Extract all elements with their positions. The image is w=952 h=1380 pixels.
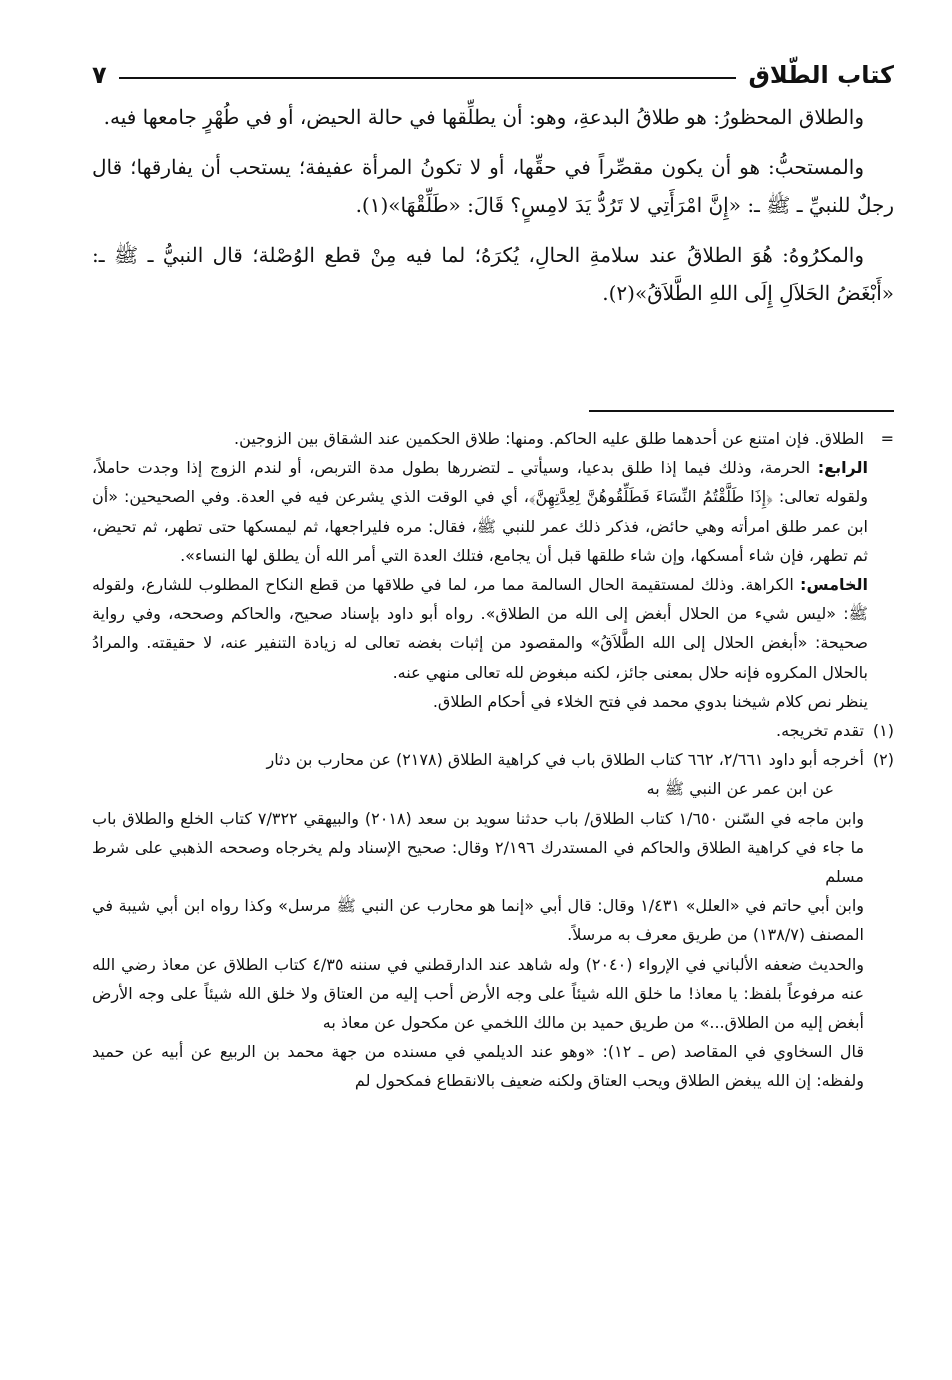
footnote-1 <box>92 716 894 745</box>
page-header <box>92 58 894 92</box>
note-text: الكراهة. وذلك لمستقيمة الحال السالمة مما مر، لما في طلاقها من قطع النكاح المطلوب للشارع، ولقوله ﷺ: «ليس شيء من الحلال أبغض إلى الله من الطلاق». رواه أبو داود بإسناد صحيح، والحاكم وصححه، وفي رواية صحيحة: «أبغض الحلال إلى الله الطَّلاَقُ» والمقصود من إثبات بغضه تعالى له زيادة التنفير عنه، لا حقيقته. والمرادُ بالحلال المكروه فإنه حلال بمعنى جائز، لكنه مبغوض لله تعالى منهي عنه. <box>92 575 868 682</box>
note-fourth <box>92 453 894 570</box>
footnote-number: (١) <box>872 721 894 741</box>
continuation-text: الطلاق. فإن امتنع عن أحدهما طلق عليه الحاكم. ومنها: طلاق الحكمين عند الشقاق بين الزوجين. <box>234 429 864 448</box>
page-number: ٧ <box>92 61 107 89</box>
footnote-2 <box>92 745 894 774</box>
paragraph-recommended-divorce: والمستحبُّ: هو أن يكون مقصِّراً في حقِّها، أو لا تكونُ المرأة عفيفة؛ يستحب أن يفارقها؛ قال رجلٌ للنبيِّ ـ ﷺ ـ: «إِنَّ امْرَأَتِي لا تَرُدُّ يَدَ لامِسٍ؟ قَالَ: «طَلِّقْهَا»(١). <box>92 155 894 217</box>
footnote-2-line: والحديث ضعفه الألباني في الإرواء (٢٠٤٠) وله شاهد عند الدارقطني في سننه ٤/٣٥ كتاب الطلاق عن معاذ رضي الله عنه مرفوعاً بلفظ: يا معاذ! ما خلق الله شيئاً على وجه الأرض أحب إليه من العتاق ولا خلق الله شيئاً على وجه الأرض أبغض إليه من الطلاق...» من طريق حميد بن مالك اللخمي عن مكحول عن معاذ به <box>92 954 864 1033</box>
footnote-2-line: قال السخاوي في المقاصد (ص ـ ١٢): «وهو عند الديلمي في مسنده من جهة محمد بن الربيع عن أبيه عن حميد ولفظه: إن الله يبغض الطلاق ويحب العتاق ولكنه ضعيف بالانقطاع فمكحول لم <box>92 1042 864 1091</box>
note-text: الحرمة، وذلك فيما إذا طلق بدعيا، وسيأتي ـ لتضررها بطول مدة التربص، أو لندم الزوج إذا وجدت حاملاً، ولقوله تعالى: ﴿إِذَا طَلَّقْتُمُ النِّسَاءَ فَطَلِّقُوهُنَّ لِعِدَّتِهِنَّ﴾، أي في الوقت الذي يشرعن فيه في العدة. وفي الصحيحين: «أن ابن عمر طلق امرأته وهي حائض، فذكر ذلك عمر للنبي ﷺ، فقال: مره فليراجعها، ثم ليمسكها حتى تطهر، ثم تحيض، ثم تطهر، فإن شاء أمسكها، وإن شاء طلقها قبل أن يجامع، فتلك العدة التي أمر الله أن يطلق لها النساء». <box>92 458 868 565</box>
note-reference: ينظر نص كلام شيخنا بدوي محمد في فتح الخلاء في أحكام الطلاق. <box>432 691 868 711</box>
footnote-text: أخرجه أبو داود ٢/٦٦١، ٦٦٢ كتاب الطلاق باب في كراهية الطلاق (٢١٧٨) عن محارب بن دثار <box>266 750 864 770</box>
footnote-number: (٢) <box>872 750 894 770</box>
note-label: الرابع: <box>817 458 868 478</box>
footnote-2-line: عن ابن عمر عن النبي ﷺ به <box>646 779 834 799</box>
header-rule <box>119 77 737 79</box>
paragraph-disliked-divorce: والمكرُوهُ: هُوَ الطلاقُ عند سلامةِ الحالِ، يُكرَهُ؛ لما فيه مِنْ قطع الوُصْلة؛ قال النبيُّ ـ ﷺ ـ: «أَبْغَضُ الحَلاَلِ إِلَى اللهِ الطَّلاَقُ»(٢). <box>92 243 894 305</box>
note-label: الخامس: <box>800 575 868 595</box>
footnote-text: تقدم تخريجه. <box>776 721 864 741</box>
footnote-2-line: وابن ماجه في السّنن ١/٦٥٠ كتاب الطلاق/ باب حدثنا سويد بن سعد (٢٠١٨) والبيهقي ٧/٣٢٢ كتاب الخلع والطلاق باب ما جاء في كراهية الطلاق والحاكم في المستدرك ٢/١٩٦ وقال: صحيح الإسناد ولم يخرجاه وصححه الذهبي على شرط مسلم <box>92 808 865 887</box>
footnote-2-line: وابن أبي حاتم في «العلل» ١/٤٣١ وقال: قال أبي «إنما هو محارب عن النبي ﷺ مرسل» وكذا رواه ابن أبي شيبة في المصنف (١٣٨/٧) من طريق معرف به مرسلاً. <box>92 896 864 945</box>
footnote-separator <box>589 410 894 412</box>
note-fifth <box>92 570 894 687</box>
footnote-continuation <box>92 424 894 453</box>
footnotes <box>92 424 894 1096</box>
paragraph-forbidden-divorce: والطلاق المحظورُ: هو طلاقُ البدعةِ، وهو: أن يطلِّقها في حالة الحيض، أو في طُهْرٍ جامعها فيه. <box>103 105 864 129</box>
main-text <box>92 98 894 324</box>
running-title: كتاب الطّلاق <box>748 61 894 89</box>
continuation-mark: = <box>880 429 894 448</box>
